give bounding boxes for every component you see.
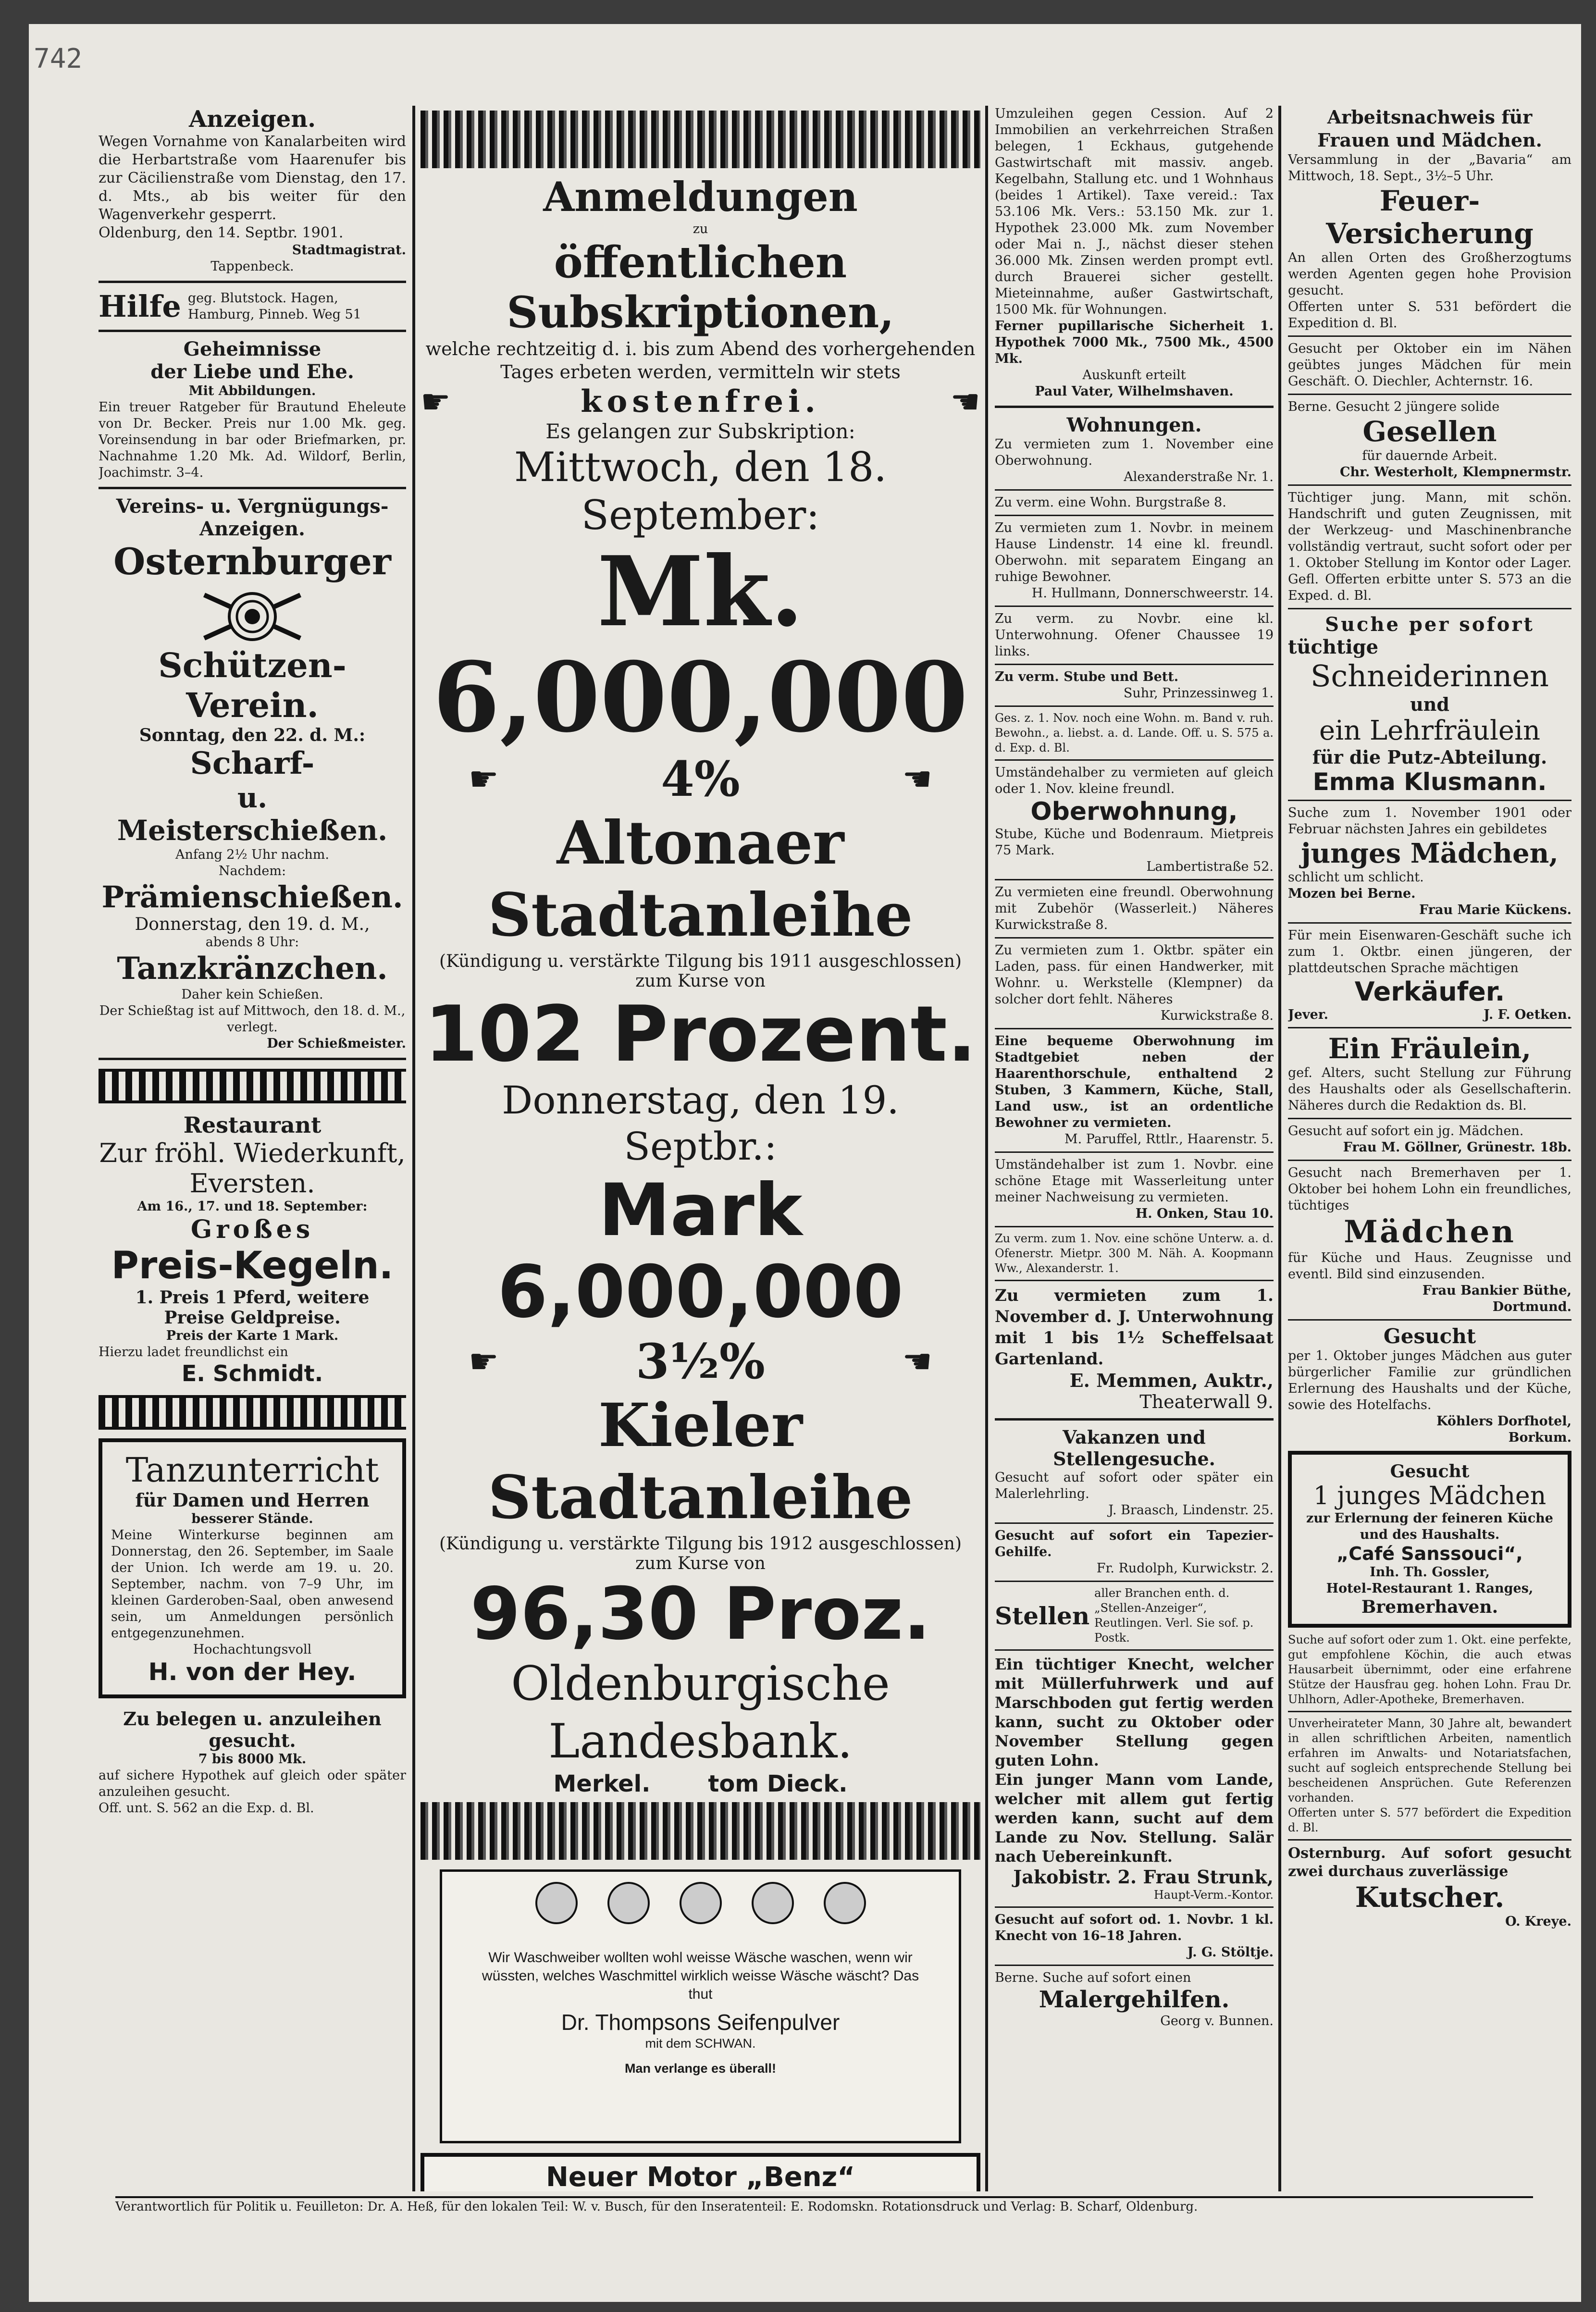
und: und bbox=[1410, 693, 1449, 715]
sanssouci-box bbox=[1288, 1451, 1571, 1628]
w4: Zu verm. zu Novbr. eine kl. Unterwohnung. Ofener Chaussee 19 links. bbox=[995, 611, 1274, 659]
geheimnisse-head: Geheimnisse bbox=[183, 338, 322, 360]
knecht: Ein tüchtiger Knecht, welcher mit Müllerfuhrwerk und auf Marschboden gut fertig werden kann, sucht zu Oktober oder November Stellung gegen guten Lohn. bbox=[995, 1655, 1274, 1769]
kutscher: Kutscher. bbox=[1355, 1881, 1505, 1914]
osternburger: Osternburger bbox=[113, 540, 391, 583]
kieler-stadtanleihe: Kieler Stadtanleihe bbox=[488, 1391, 913, 1533]
vakanzen-heading: Vakanzen und Stellengesuche. bbox=[1053, 1426, 1215, 1470]
welche-text: welche rechtzeitig d. i. bis zum Abend des vorhergehenden Tages erbeten werden, vermitteln wir stets bbox=[425, 338, 976, 383]
column-rule bbox=[1278, 106, 1281, 2191]
g8a: Offerten unter S. 577 befördert die Expedition d. Bl. bbox=[1288, 1806, 1571, 1834]
anzeigen-heading: Anzeigen. bbox=[189, 106, 316, 133]
memmen: E. Memmen, Auktr., bbox=[1069, 1370, 1274, 1391]
besserer-staende: besserer Stände. bbox=[191, 1511, 313, 1526]
w8: Zu vermieten eine freundl. Oberwohnung mit Zubehör (Wasserleit.) Näheres Kurwickstraße 8. bbox=[995, 885, 1274, 932]
liebe-ehe-head: der Liebe und Ehe. bbox=[150, 360, 354, 383]
w3: Zu vermieten zum 1. Novbr. in meinem Hause Lindenstr. 14 eine kl. freundl. Oberwohn. mit separatem Eingang an ruhige Bewohner. bbox=[995, 520, 1274, 584]
auskunft: Auskunft erteilt bbox=[1082, 368, 1186, 383]
mittwoch-date: Mittwoch, den 18. September: bbox=[514, 444, 887, 539]
maedchen: Mädchen bbox=[1344, 1214, 1516, 1250]
jever: Jever. bbox=[1288, 1007, 1328, 1022]
dauernde-arbeit: für dauernde Arbeit. bbox=[1362, 448, 1497, 463]
box-junges-maedchen: 1 junges Mädchen bbox=[1313, 1482, 1547, 1510]
belegen-text: auf sichere Hypothek auf gleich oder später anzuleihen gesucht. bbox=[99, 1768, 406, 1799]
anmeldungen: Anmeldungen bbox=[543, 173, 858, 221]
kegeln-dates: Am 16., 17. und 18. September: bbox=[137, 1199, 368, 1214]
benz-motor-ad bbox=[421, 2153, 980, 2191]
fraeulein-text: gef. Alters, sucht Stellung zur Führung des Haushalts oder als Gesellschafterin. Näheres durch die Redaktion ds. Bl. bbox=[1288, 1065, 1571, 1113]
g2: Suche zum 1. November 1901 oder Februar nächsten Jahres ein gebildetes bbox=[1288, 805, 1571, 837]
meisterschiessen: u. Meisterschießen. bbox=[117, 781, 388, 847]
arbeitsnachweis: Arbeitsnachweis für Frauen und Mädchen. bbox=[1317, 106, 1542, 151]
oeffentliche-subskriptionen: öffentlichen Subskriptionen, bbox=[507, 237, 894, 338]
g4: Gesucht auf sofort ein jg. Mädchen. bbox=[1288, 1124, 1524, 1138]
pointing-hand-icon: ☚ bbox=[902, 759, 932, 799]
kuendigung-1911: (Kündigung u. verstärkte Tilgung bis 1911 ausgeschlossen) bbox=[439, 952, 962, 971]
hilfe-text: geg. Blutstock. Hagen, Hamburg, Pinneb. Weg 51 bbox=[187, 290, 361, 322]
mark-6000000: Mark 6,000,000 bbox=[497, 1169, 903, 1334]
schwan: mit dem SCHWAN. bbox=[645, 2036, 756, 2051]
belegen-amount: 7 bis 8000 Mk. bbox=[198, 1752, 307, 1767]
buethe: Frau Bankier Büthe, bbox=[1422, 1283, 1571, 1298]
w3a: H. Hullmann, Donnerschweerstr. 14. bbox=[1031, 586, 1274, 601]
dortmund: Dortmund. bbox=[1492, 1299, 1571, 1314]
strunk: Jakobistr. 2. Frau Strunk, bbox=[1013, 1866, 1274, 1888]
feuer-versicherung: Feuer-Versicherung bbox=[1326, 185, 1534, 250]
belegen-offer: Off. unt. S. 562 an die Exp. d. Bl. bbox=[99, 1801, 314, 1816]
donnerstag-date-2: Donnerstag, den 19. Septbr.: bbox=[502, 1078, 899, 1169]
schlicht: schlicht um schlicht. bbox=[1288, 870, 1424, 885]
w11a: H. Onken, Stau 10. bbox=[1135, 1206, 1274, 1221]
lehrfraeulein: ein Lehrfräulein bbox=[1319, 715, 1541, 746]
gesellen: Gesellen bbox=[1362, 415, 1497, 448]
newspaper-page bbox=[29, 24, 1581, 2302]
cession-text: Umzuleihen gegen Cession. Auf 2 Immobilien an verkehrreichen Straßen belegen, 1 Eckhaus, gutgehende Gastwirtschaft mit massiv. angeb. Kegelbahn, Stallung etc. und 1 Wohnhaus (beides 1 Artikel). Taxe vereid.: Tax 53.106 Mk. Vers.: 53.150 Mk. zur 1. Hypothek 23.000 Mk. zum November oder Mai n. J., nächst dieser stehen 36.000 Mk. Zinsen werden prompt evtl. durch Brauerei sicher gestellt. Mieteinnahme, außer Gastwirtschaft, 1500 Mk. für Wohnungen. bbox=[995, 106, 1274, 317]
crossed-rifles-target-icon bbox=[99, 583, 406, 645]
page-number: 742 bbox=[34, 43, 83, 74]
preis-kegeln: Preis-Kegeln. bbox=[111, 1244, 394, 1287]
grosses: Großes bbox=[190, 1215, 314, 1244]
oetken: J. F. Oetken. bbox=[1484, 1007, 1571, 1022]
preis-2: Preise Geldpreise. bbox=[164, 1308, 341, 1328]
kreye: O. Kreye. bbox=[1505, 1914, 1571, 1929]
washerwomen-illustration-icon bbox=[442, 1872, 959, 1949]
column-rule bbox=[412, 106, 415, 2191]
schuetzen-verein: Schützen-Verein. bbox=[158, 645, 346, 725]
bremerhaven: Bremerhaven. bbox=[1361, 1597, 1498, 1617]
tanzunterricht-box bbox=[99, 1438, 406, 1698]
column-rule bbox=[985, 106, 988, 2191]
g6: per 1. Oktober junges Mädchen aus guter bürgerlicher Familie zur gründlichen Erlernung des Haushalts und der Küche, sowie des Hotelfachs. bbox=[1288, 1348, 1571, 1412]
kanal-signature-name: Tappenbeck. bbox=[210, 259, 294, 274]
theaterwall: Theaterwall 9. bbox=[1139, 1391, 1274, 1412]
w6: Ges. z. 1. Nov. noch eine Wohn. m. Band v. ruh. Bewohn., a. liebst. a. d. Lande. Off. u. S. 575 a. d. Exp. d. Bl. bbox=[995, 711, 1274, 754]
gesucht-heading: Gesucht bbox=[1383, 1324, 1476, 1348]
column-4 bbox=[1288, 106, 1571, 2191]
kueckens: Frau Marie Kückens. bbox=[1419, 903, 1571, 917]
96-30-proz: 96,30 Proz. bbox=[470, 1572, 931, 1656]
w1a: Alexanderstraße Nr. 1. bbox=[1124, 470, 1274, 484]
box-text: zur Erlernung der feineren Küche und des Haushalts. bbox=[1306, 1511, 1553, 1542]
nachdem: Nachdem: bbox=[218, 864, 286, 878]
geheimnisse-text: Ein treuer Ratgeber für Brautund Eheleute von Dr. Becker. Preis nur 1.00 Mk. geg. Voreinsendung in bar oder Briefmarken, pr. Nachnahme 1.20 Mk. Ad. Wildorf, Berlin, Joachimstr. 3–4. bbox=[99, 400, 406, 480]
hierzu: Hierzu ladet freundlichst ein bbox=[99, 1345, 288, 1360]
w9a: Kurwickstraße 8. bbox=[1160, 1008, 1274, 1023]
signatories bbox=[421, 1770, 980, 1797]
pointing-hand-icon: ☛ bbox=[469, 759, 499, 799]
zu: zu bbox=[693, 222, 708, 236]
altonaer-stadtanleihe: Altonaer Stadtanleihe bbox=[488, 808, 913, 950]
hilfe-word: Hilfe bbox=[99, 289, 181, 324]
ornament-border-top bbox=[421, 111, 980, 168]
v2a: Fr. Rudolph, Kurwickstr. 2. bbox=[1096, 1561, 1274, 1576]
column-2 bbox=[421, 106, 980, 2191]
ornament-border-bottom bbox=[421, 1802, 980, 1860]
tuechtiger-mann: Tüchtiger jung. Mann, mit schön. Handschrift und guten Zeugnissen, mit der Werkzeug- und Maschinenbranche vollständig vertraut, sucht sofort oder per 1. Oktober Stellung im Kontor oder Lager. Gefl. Offerten erbitte unter S. 573 an die Exped. d. Bl. bbox=[1288, 490, 1571, 603]
w5a: Suhr, Prinzessinweg 1. bbox=[1123, 686, 1274, 701]
vater: Paul Vater, Wilhelmshaven. bbox=[1035, 384, 1234, 399]
borkum: Borkum. bbox=[1508, 1430, 1571, 1445]
abends: abends 8 Uhr: bbox=[205, 935, 299, 950]
w7: Umständehalber zu vermieten auf gleich oder 1. Nov. kleine freundl. bbox=[995, 765, 1274, 796]
pointing-hand-icon: ☛ bbox=[421, 382, 451, 421]
pct-4: 4% bbox=[661, 751, 740, 807]
junges-maedchen: junges Mädchen, bbox=[1301, 838, 1559, 869]
osternburg: Osternburg. Auf sofort gesucht zwei durchaus zuverlässige bbox=[1288, 1845, 1571, 1880]
footer-imprint: Verantwortlich für Politik u. Feuilleton: Dr. A. Heß, für den lokalen Teil: W. v. Busch, für den Inseratenteil: E. Rodomskn. Rotationsdruck und Verlag: B. Scharf, Oldenburg. bbox=[115, 2200, 1198, 2214]
102-prozent: 102 Prozent. bbox=[424, 989, 977, 1079]
ein-fraeulein: Ein Fräulein, bbox=[1328, 1032, 1532, 1065]
mk-6000000: Mk. 6,000,000 bbox=[433, 535, 968, 754]
putz-abteilung: für die Putz-Abteilung. bbox=[1312, 746, 1547, 768]
w13: Zu vermieten zum 1. November d. J. Unterwohnung mit 1 bis 1½ Scheffelsaat Gartenland. bbox=[995, 1286, 1274, 1369]
feuer-text: An allen Orten des Großherzogtums werden Agenten gegen hohe Provision gesucht. bbox=[1288, 250, 1571, 298]
junger-mann: Ein junger Mann vom Lande, welcher mit allem gut fertig werden kann, sucht auf dem Lande zu Nov. Stellung. Salär nach Uebereinkunft. bbox=[995, 1770, 1274, 1866]
preis-1: 1. Preis 1 Pferd, weitere bbox=[135, 1287, 370, 1308]
restaurant-name: Zur fröhl. Wiederkunft, bbox=[99, 1138, 406, 1168]
berne: Berne. Gesucht 2 jüngere solide bbox=[1288, 399, 1500, 414]
koehlers: Köhlers Dorfhotel, bbox=[1436, 1414, 1571, 1429]
gossler: Inh. Th. Gossler, bbox=[1370, 1565, 1490, 1580]
g5a: für Küche und Haus. Zeugnisse und eventl. Bild sind einzusenden. bbox=[1288, 1250, 1571, 1282]
restaurant-head: Restaurant bbox=[183, 1112, 322, 1138]
pointing-hand-icon: ☛ bbox=[469, 1342, 499, 1381]
karte-preis: Preis der Karte 1 Mark. bbox=[166, 1328, 339, 1343]
pointing-hand-icon: ☚ bbox=[902, 1342, 932, 1381]
anfang: Anfang 2½ Uhr nachm. bbox=[175, 847, 329, 862]
klusmann: Emma Klusmann. bbox=[1312, 768, 1547, 796]
stellen-text: aller Branchen enth. d. „Stellen-Anzeiger“, Reutlingen. Verl. Sie sof. p. Postk. bbox=[1094, 1586, 1254, 1644]
merkel: Merkel. bbox=[553, 1770, 651, 1797]
wasch-text: Wir Waschweiber wollten wohl weisse Wäsche waschen, wenn wir wüssten, welches Waschmittel wirklich weisse Wäsche wäscht? Das thut bbox=[482, 1950, 919, 2002]
wohnungen-heading: Wohnungen. bbox=[1066, 414, 1202, 436]
westerholt: Chr. Westerholt, Klempnermstr. bbox=[1340, 465, 1571, 480]
praemienschiessen: Prämienschießen. bbox=[101, 879, 403, 915]
oldenburgische-landesbank: Oldenburgische Landesbank. bbox=[511, 1657, 890, 1769]
goellner: Frau M. Göllner, Grünestr. 18b. bbox=[1343, 1140, 1571, 1155]
zum-kurse: zum Kurse von bbox=[635, 971, 766, 991]
ornament-divider-2 bbox=[99, 1395, 406, 1430]
v1a: J. Braasch, Lindenstr. 25. bbox=[1108, 1503, 1274, 1518]
scharf: Scharf- bbox=[190, 745, 315, 781]
w2: Zu verm. eine Wohn. Burgstraße 8. bbox=[995, 495, 1226, 510]
hochachtungsvoll: Hochachtungsvoll bbox=[193, 1642, 312, 1657]
feuer-offerten: Offerten unter S. 531 befördert die Expedition d. Bl. bbox=[1288, 299, 1571, 331]
verkaeufer: Verkäufer. bbox=[1354, 977, 1505, 1007]
waschmittel-ad bbox=[440, 1869, 961, 2143]
damen-herren: für Damen und Herren bbox=[135, 1489, 370, 1511]
w7a: Stube, Küche und Bodenraum. Mietpreis 75 Mark. bbox=[995, 827, 1274, 858]
strunk-kontor: Haupt-Verm.-Kontor. bbox=[1153, 1888, 1274, 1902]
schneiderinnen: Schneiderinnen bbox=[1311, 658, 1549, 693]
kanal-date: Oldenburg, den 14. Septbr. 1901. bbox=[99, 224, 344, 241]
vereins-heading-2: Anzeigen. bbox=[199, 518, 305, 540]
bunnen: Georg v. Bunnen. bbox=[1160, 2014, 1274, 2028]
vereins-heading: Vereins- u. Vergnügungs- bbox=[116, 495, 389, 518]
box-gesucht: Gesucht bbox=[1390, 1461, 1470, 1482]
w10: Eine bequeme Oberwohnung im Stadtgebiet neben der Haarenthorschule, enthaltend 2 Stuben, 3 Kammern, Küche, Stall, Land usw., ist an ordentliche Bewohner zu vermieten. bbox=[995, 1034, 1274, 1130]
stellen: Stellen bbox=[995, 1601, 1090, 1630]
v3: Gesucht auf sofort od. 1. Novbr. 1 kl. Knecht von 16–18 Jahren. bbox=[995, 1912, 1274, 1943]
w12: Zu verm. zum 1. Nov. eine schöne Unterw. a. d. Ofenerstr. Mietpr. 300 M. Näh. A. Koopmann Ww., Alexanderstr. 1. bbox=[995, 1232, 1274, 1275]
tom-dieck: tom Dieck. bbox=[708, 1770, 848, 1797]
kostenfrei: kostenfrei. bbox=[581, 383, 820, 420]
v3a: J. G. Stöltje. bbox=[1187, 1945, 1274, 1960]
mozen: Mozen bei Berne. bbox=[1288, 886, 1416, 901]
hey: H. von der Hey. bbox=[148, 1658, 357, 1686]
w10a: M. Paruffel, Rttlr., Haarenstr. 5. bbox=[1064, 1132, 1274, 1147]
g7: Suche auf sofort oder zum 1. Okt. eine perfekte, gut empfohlene Köchin, die auch etwas Hausarbeit übernimmt, oder eine erfahrene Stütze der Hausfrau geg. hohen Lohn. Frau Dr. Uhlhorn, Adler-Apotheke, Bremerhaven. bbox=[1288, 1633, 1571, 1706]
g1: Gesucht per Oktober ein im Nähen geübtes junges Mädchen für mein Geschäft. O. Diechler, Achternstr. 16. bbox=[1288, 341, 1571, 389]
kein-schiessen: Daher kein Schießen. bbox=[181, 987, 323, 1002]
v4: Berne. Suche auf sofort einen bbox=[995, 1970, 1191, 1985]
ferner: Ferner pupillarische Sicherheit 1. Hypothek 7000 Mk., 7500 Mk., 4500 Mk. bbox=[995, 319, 1274, 366]
g3: Für mein Eisenwaren-Geschäft suche ich zum 1. Oktbr. einen jüngeren, der plattdeutschen Sprache mächtigen bbox=[1288, 928, 1571, 976]
g8: Unverheirateter Mann, 30 Jahre alt, bewandert in allen schriftlichen Arbeiten, namentlich erfahren im Anwalts- und Notariatsfachen, sucht auf sogleich entsprechende Stellung bei bescheidenen Ansprüchen. Gute Referenzen vorhanden. bbox=[1288, 1717, 1571, 1805]
verlange: Man verlange es überall! bbox=[624, 2061, 777, 2076]
kanal-signature: Stadtmagistrat. bbox=[292, 243, 406, 258]
kuendigung-1912: (Kündigung u. verstärkte Tilgung bis 1912 ausgeschlossen) bbox=[439, 1534, 962, 1554]
belegen-head: Zu belegen u. anzuleihen gesucht. bbox=[123, 1708, 382, 1751]
ornament-divider bbox=[99, 1069, 406, 1103]
hilfe-ad bbox=[99, 289, 406, 324]
w1: Zu vermieten zum 1. November eine Oberwohnung. bbox=[995, 437, 1274, 468]
v2: Gesucht auf sofort ein Tapezier-Gehilfe. bbox=[995, 1528, 1274, 1559]
cafe-sanssouci: „Café Sanssouci“, bbox=[1336, 1543, 1523, 1564]
column-1 bbox=[99, 106, 406, 2191]
oberwohnung: Oberwohnung, bbox=[1030, 797, 1238, 826]
tanzunterricht: Tanzunterricht bbox=[125, 1450, 379, 1490]
suche-sofort: Suche per sofort bbox=[1325, 613, 1534, 636]
zum-kurse-2: zum Kurse von bbox=[635, 1554, 766, 1573]
w5: Zu verm. Stube und Bett. bbox=[995, 669, 1179, 684]
gelangen: Es gelangen zur Subskription: bbox=[545, 420, 855, 443]
pointing-hand-icon: ☚ bbox=[950, 382, 980, 421]
sonntag-date: Sonntag, den 22. d. M.: bbox=[139, 725, 366, 745]
schiesstag-verlegt: Der Schießtag ist auf Mittwoch, den 18. d. M., verlegt. bbox=[99, 1003, 406, 1035]
thompson: Dr. Thompsons Seifenpulver bbox=[561, 2010, 840, 2035]
g5: Gesucht nach Bremerhaven per 1. Oktober bei hohem Lohn ein freundliches, tüchtiges bbox=[1288, 1165, 1571, 1213]
schiessmeister: Der Schießmeister. bbox=[267, 1036, 406, 1051]
hotel-restaurant: Hotel-Restaurant 1. Ranges, bbox=[1326, 1581, 1534, 1596]
kanal-notice: Wegen Vornahme von Kanalarbeiten wird die Herbartstraße vom Haarenufer bis zur Cäcilienstraße vom Dienstag, den 17. d. Mts., ab bis weiter für den Wagenverkehr gesperrt. bbox=[99, 133, 406, 223]
w11: Umständehalber ist zum 1. Novbr. eine schöne Etage mit Wasserleitung unter meiner Nachweisung zu vermieten. bbox=[995, 1157, 1274, 1205]
pct-3-5: 3½% bbox=[636, 1333, 765, 1390]
w7b: Lambertistraße 52. bbox=[1146, 859, 1274, 874]
donnerstag-date: Donnerstag, den 19. d. M., bbox=[135, 915, 370, 934]
v1: Gesucht auf sofort oder später ein Malerlehrling. bbox=[995, 1470, 1274, 1501]
geheimnisse-sub: Mit Abbildungen. bbox=[188, 383, 316, 398]
tanzkraenzchen: Tanzkränzchen. bbox=[117, 951, 388, 987]
arbeitsnachweis-text: Versammlung in der „Bavaria“ am Mittwoch, 18. Sept., 3½–5 Uhr. bbox=[1288, 152, 1571, 184]
w9: Zu vermieten zum 1. Oktbr. später ein Laden, pass. für einen Handwerker, mit Wohnr. u. Werkstelle (Klempner) da solcher dort fehlt. Näheres bbox=[995, 943, 1274, 1007]
restaurant-place: Eversten. bbox=[189, 1168, 315, 1199]
tuechtige: tüchtige bbox=[1288, 636, 1379, 658]
column-3 bbox=[995, 106, 1274, 2191]
motor-head: Neuer Motor „Benz“ bbox=[545, 2162, 855, 2191]
tanz-text: Meine Winterkurse beginnen am Donnerstag, den 26. September, im Saale der Union. Ich werde am 19. u. 20. September, nachm. von 7–9 Uhr, im kleinen Garderoben-Saal, oben anwesend sein, um Anmeldungen persönlich entgegenzunehmen. bbox=[111, 1528, 394, 1641]
malergehilfen: Malergehilfen. bbox=[1039, 1986, 1230, 2013]
schmidt: E. Schmidt. bbox=[181, 1360, 323, 1386]
